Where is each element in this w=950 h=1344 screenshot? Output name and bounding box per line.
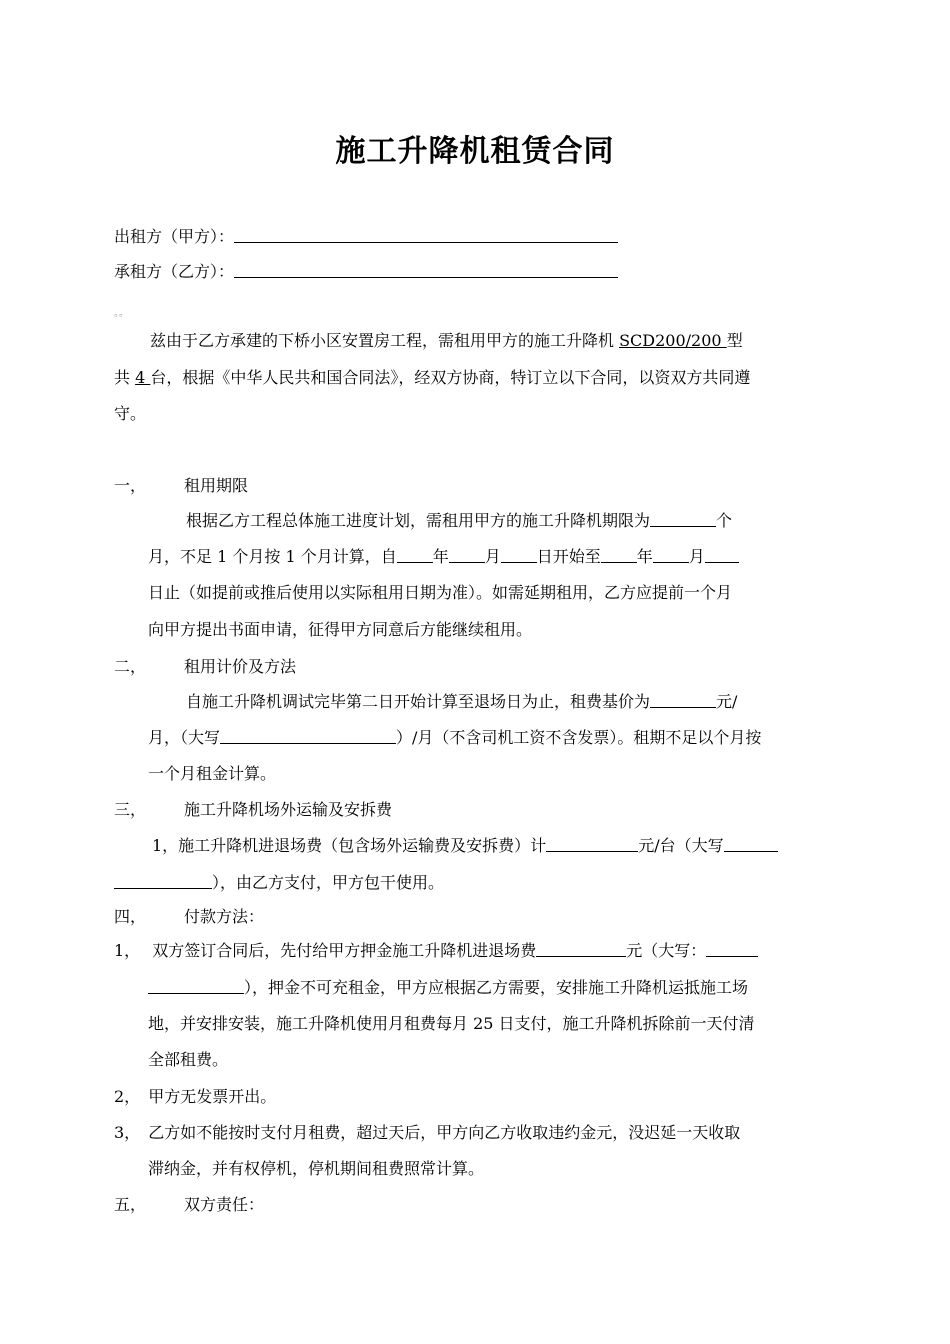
intro-line-1 (150, 331, 743, 351)
quantity-value: 4 (135, 368, 151, 387)
section-4-item-1-line-3: 地，并安排安装，施工升降机使用月租费每月 25 日支付，施工升降机拆除前一天付清 (148, 1014, 755, 1033)
section-1-line-2 (148, 547, 739, 567)
page-title: 施工升降机租赁合同 (335, 134, 615, 169)
section-1-line-3: 日止（如提前或推后使用以实际租用日期为准）。如需延期租用，乙方应提前一个月 (148, 583, 733, 602)
s2-text-1: 自施工升降机调试完毕第二日开始计算至退场日为止，租费基价为 (186, 692, 651, 711)
s2-text-2a: 月，（大写 (148, 728, 221, 747)
section-5-number: 五， (114, 1195, 147, 1214)
s4-item-2-text: 甲方无发票开出。 (148, 1087, 277, 1106)
section-4-item-2 (114, 1087, 276, 1107)
section-3-line-2 (114, 873, 444, 893)
section-4-item-3-line-2: 滞纳金，并有权停机，停机期间租费照常计算。 (148, 1159, 485, 1178)
start-year-blank (397, 552, 433, 563)
section-4-number: 四， (114, 907, 147, 926)
lessee-label: 承租方（乙方）： (114, 262, 235, 281)
s4-item-1-text-a: 双方签订合同后，先付给甲方押金施工升降机进退场费 (152, 941, 537, 960)
s1-month: 月 (484, 547, 501, 566)
lessor-line (114, 227, 618, 247)
section-2-line-1 (186, 692, 737, 712)
lessor-blank (234, 232, 618, 243)
entry-fee-blank (546, 841, 638, 852)
deposit-words-blank-2 (148, 983, 244, 994)
s3-text-1b: 元/台（大写 (638, 836, 724, 855)
section-1-title: 租用期限 (184, 476, 249, 495)
s4-item-3-text-1: 乙方如不能按时支付月租费，超过天后，甲方向乙方收取违约金元，没迟延一天收取 (148, 1123, 741, 1142)
s1-month-2: 月 (688, 547, 705, 566)
model-value: SCD200/200 (619, 331, 727, 350)
s4-item-1-number: 1， (114, 941, 141, 960)
section-3-title: 施工升降机场外运输及安拆费 (184, 800, 393, 819)
section-3-line-1 (152, 836, 778, 856)
intro-line-2 (114, 368, 750, 388)
s2-text-1b: 元/ (716, 692, 738, 711)
start-day-blank (501, 552, 537, 563)
entry-fee-words-blank-2 (114, 878, 212, 889)
section-2-line-3: 一个月租金计算。 (148, 764, 277, 783)
end-month-blank (653, 552, 689, 563)
s4-item-2-number: 2， (114, 1087, 141, 1106)
section-1-line-1 (186, 511, 732, 531)
section-4-item-3-line-1 (114, 1123, 740, 1143)
deposit-words-blank-1 (706, 946, 758, 957)
section-5-title: 双方责任： (184, 1195, 265, 1214)
s1-text-1: 根据乙方工程总体施工进度计划，需租用甲方的施工升降机期限为 (186, 511, 651, 530)
s1-year: 年 (432, 547, 449, 566)
end-day-blank (705, 552, 739, 563)
s1-text-2a: 月，不足 1 个月按 1 个月计算，自 (148, 547, 397, 566)
lessee-blank (234, 267, 618, 278)
s4-item-1-text-b: 元（大写： (626, 941, 707, 960)
section-2-number: 二， (114, 657, 147, 676)
lessee-line (114, 262, 618, 282)
lessor-label: 出租方（甲方）： (114, 227, 235, 246)
section-2-title: 租用计价及方法 (184, 657, 297, 676)
section-5-heading (114, 1195, 264, 1215)
intro-line-3: 守。 (114, 404, 147, 423)
section-4-title: 付款方法： (184, 907, 265, 926)
period-blank (650, 516, 716, 527)
intro-text-1a: 兹由于乙方承建的下桥小区安置房工程，需租用甲方的施工升降机 (150, 331, 620, 350)
intro-text-1b: 型 (726, 331, 743, 350)
s4-item-1-text-2: ），押金不可充租金，甲方应根据乙方需要，安排施工升降机运抵施工场 (244, 978, 749, 997)
intro-text-2b: 台，根据《中华人民共和国合同法》，经双方协商，特订立以下合同，以资双方共同遵 (150, 368, 751, 387)
section-1-line-4: 向甲方提出书面申请，征得甲方同意后方能继续租用。 (148, 620, 533, 639)
intro-text-2a: 共 (114, 368, 136, 387)
deposit-blank (536, 946, 626, 957)
section-2-line-2 (148, 728, 761, 748)
start-month-blank (449, 552, 485, 563)
s3-text-2: ），由乙方支付，甲方包干使用。 (212, 873, 445, 892)
s3-text-1a: 1，施工升降机进退场费（包含场外运输费及安拆费）计 (152, 836, 547, 855)
s1-day: 日开始至 (536, 547, 601, 566)
section-1-number: 一， (114, 476, 147, 495)
section-4-item-1-line-2 (148, 978, 748, 998)
section-4-heading (114, 907, 264, 927)
section-2-heading (114, 657, 296, 677)
section-3-heading (114, 800, 392, 820)
s1-text-1b: 个 (716, 511, 733, 530)
section-4-item-1-line-1 (114, 941, 758, 961)
s1-year-2: 年 (636, 547, 653, 566)
section-4-item-1-line-4: 全部租费。 (148, 1050, 229, 1069)
base-price-blank (650, 697, 716, 708)
s2-text-2b: ）/月（不含司机工资不含发票）。租期不足以个月按 (396, 728, 762, 747)
entry-fee-words-blank-1 (724, 841, 778, 852)
section-3-number: 三， (114, 800, 147, 819)
stray-dots: 。。 (114, 308, 129, 319)
price-words-blank (220, 733, 396, 744)
s4-item-3-number: 3， (114, 1123, 141, 1142)
section-1-heading (114, 476, 248, 496)
end-year-blank (601, 552, 637, 563)
